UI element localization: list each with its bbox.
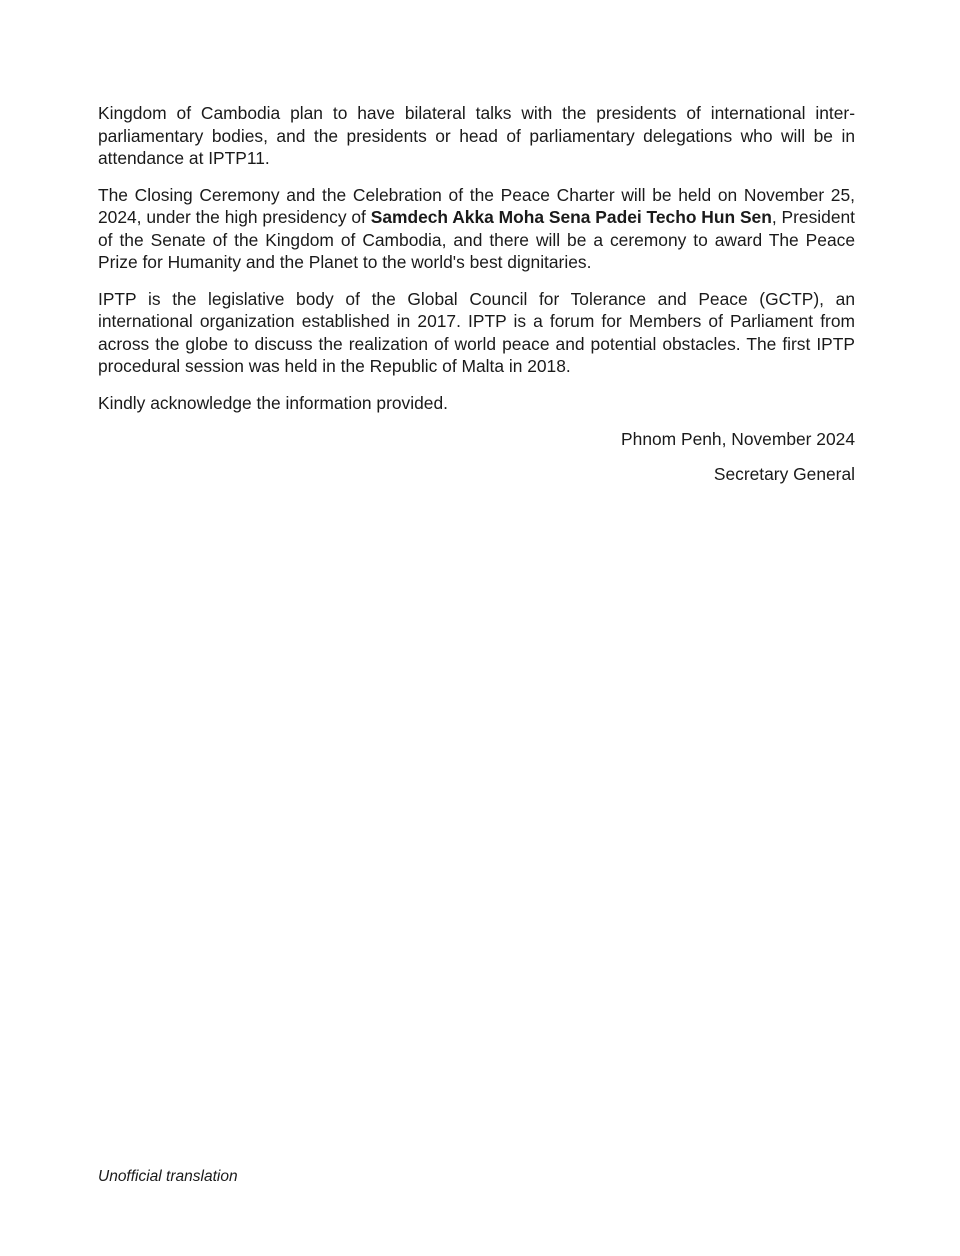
paragraph-acknowledgement: Kindly acknowledge the information provided. xyxy=(98,392,448,413)
paragraph-bilateral-talks: Kingdom of Cambodia plan to have bilateral talks with the presidents of international inter-parliamentary bodies, and the presidents or head of parliamentary delegations who will be in attendance at IPTP11. xyxy=(98,103,855,168)
signatory-title: Secretary General xyxy=(713,463,855,484)
letter-body xyxy=(98,102,855,485)
dignitary-name: Samdech Akka Moha Sena Padei Techo Hun Sen xyxy=(370,207,772,227)
closing-ceremony-text-start: The Closing Ceremony and the Celebration of the Peace Charter will be held on November 25, 2024, under the high presidency of xyxy=(98,184,855,227)
paragraph-closing-ceremony xyxy=(98,184,855,274)
footer-note: Unofficial translation xyxy=(98,1168,238,1185)
closing-ceremony-text-end: , President of the Senate of the Kingdom of Cambodia, and there will be a ceremony to award The Peace Prize for Humanity and the Planet to the world's best dignitaries. xyxy=(98,207,856,272)
paragraph-iptp-description: IPTP is the legislative body of the Global Council for Tolerance and Peace (GCTP), an international organization established in 2017. IPTP is a forum for Members of Parliament from across the globe to discuss the realization of world peace and potential obstacles. The first IPTP procedural session was held in the Republic of Malta in 2018. xyxy=(98,288,855,376)
place-and-date: Phnom Penh, November 2024 xyxy=(621,429,855,449)
